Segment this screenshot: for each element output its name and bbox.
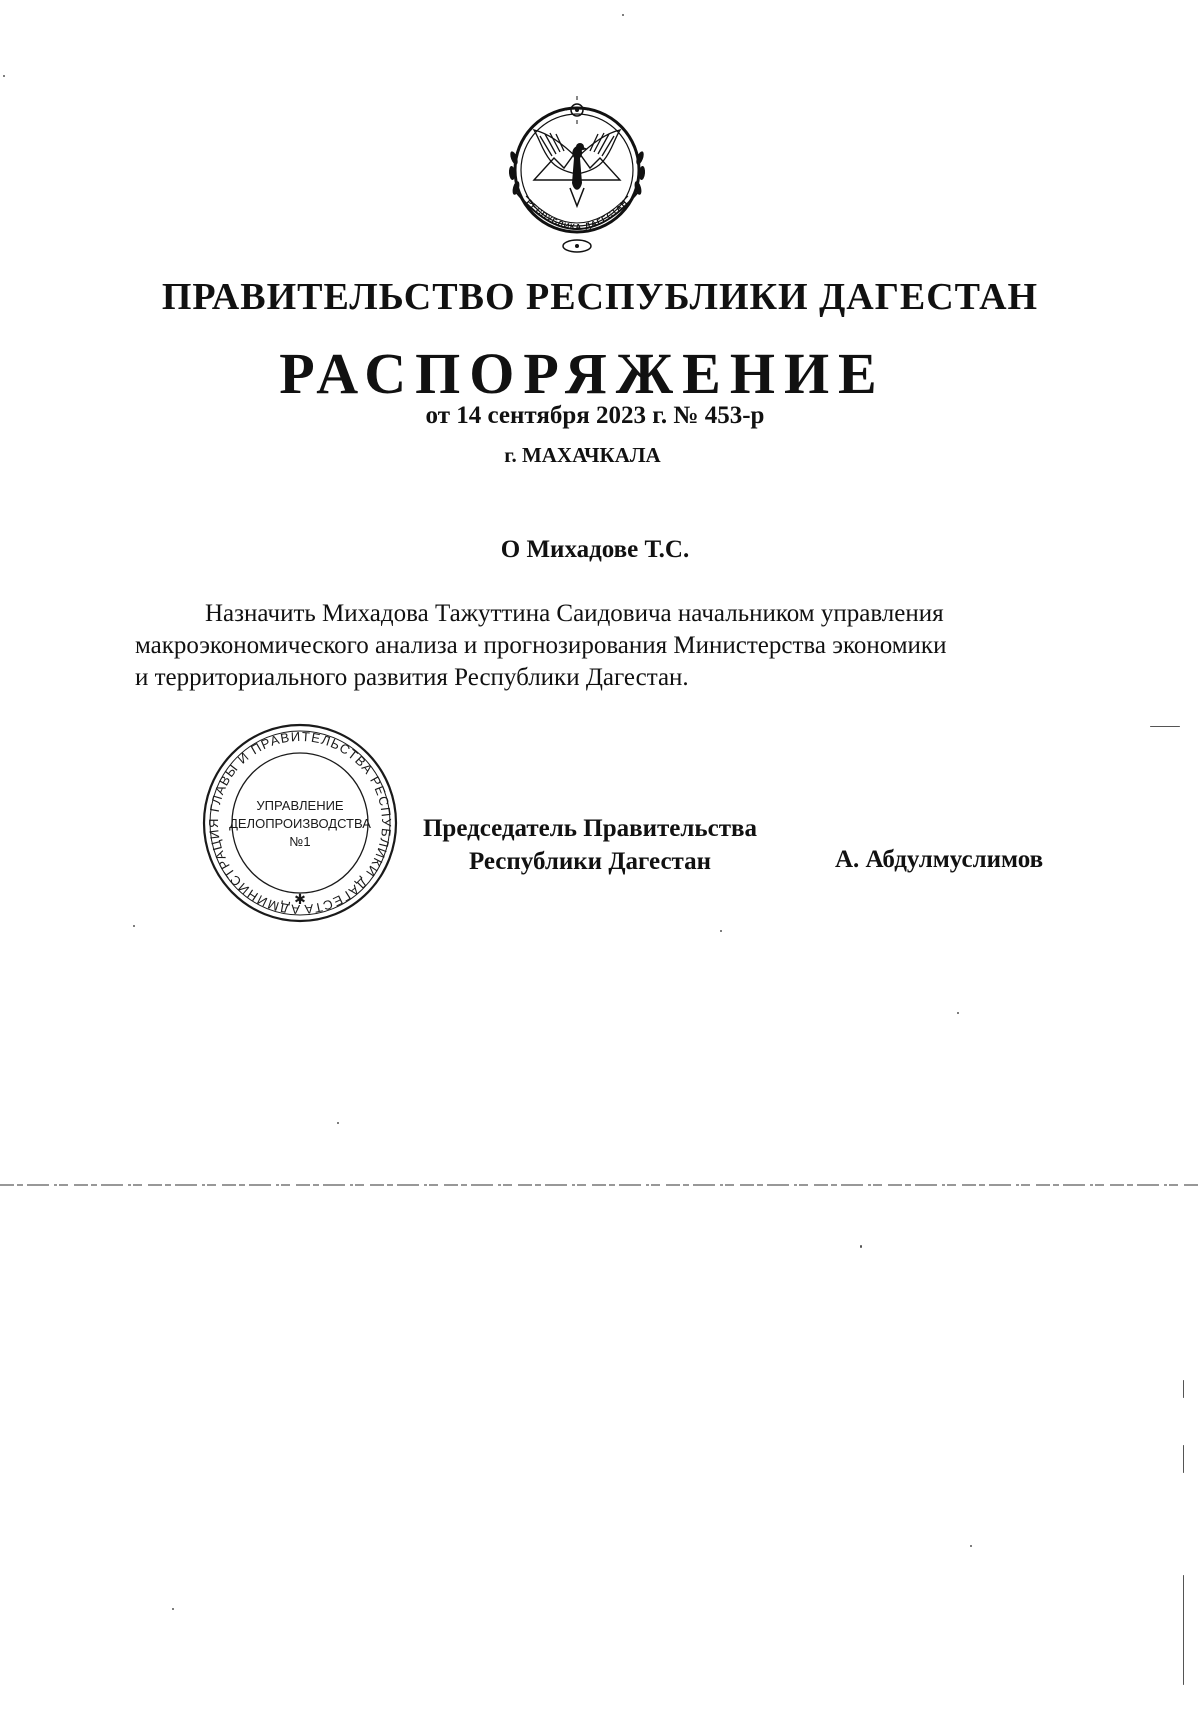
svg-text:РЕСПУБЛИКА ДАГЕСТАН: РЕСПУБЛИКА ДАГЕСТАН [524,197,630,232]
signer-position [390,812,790,878]
document-type: РАСПОРЯЖЕНИЕ [279,341,886,406]
scan-speck [337,1122,339,1124]
scan-speck [1183,1380,1184,1398]
scan-artifact-line [0,1183,1200,1187]
stamp-center-line1: УПРАВЛЕНИЕ [256,798,344,813]
scan-speck [970,1545,972,1547]
scan-speck [3,75,5,77]
official-stamp [190,708,410,938]
scan-speck [860,1245,862,1248]
svg-text:АДМИНИСТРАЦИЯ ГЛАВЫ И ПРАВИТЕЛ: АДМИНИСТРАЦИЯ ГЛАВЫ И ПРАВИТЕЛЬСТВА РЕСПУБЛИКИ ДАГЕСТА [206,728,395,918]
scan-speck [1183,1575,1184,1685]
scan-speck [957,1012,959,1014]
signer-position-line1: Председатель Правительства [422,815,758,842]
body-line: Назначить Михадова Тажуттина Саидовича начальником управления [205,600,944,627]
signer-name: А. Абдулмуслимов [835,846,1044,873]
body-line: макроэкономического анализа и прогнозирования Министерства экономики [135,632,947,659]
stamp-center-line3: №1 [289,834,311,849]
document-subject: О Михадове Т.С. [500,536,690,563]
signer-position-line2: Республики Дагестан [468,848,712,875]
scan-speck [622,14,624,16]
scan-speck [720,930,722,932]
document-city: г. МАХАЧКАЛА [504,443,661,467]
document-date-number: от 14 сентября 2023 г. № 453-р [425,402,765,429]
scan-speck [172,1608,174,1610]
body-line: и территориального развития Республики Дагестан. [135,664,689,691]
document-body [135,598,1065,694]
scan-speck [1150,726,1180,727]
dagestan-coat-of-arms-icon [492,88,662,263]
stamp-center-line2: ДЕЛОПРОИЗВОДСТВА [229,816,371,831]
government-title: ПРАВИТЕЛЬСТВО РЕСПУБЛИКИ ДАГЕСТАН [161,276,1039,318]
scan-speck [1183,1445,1184,1473]
svg-text:✱: ✱ [294,892,306,908]
scan-speck [133,925,135,927]
